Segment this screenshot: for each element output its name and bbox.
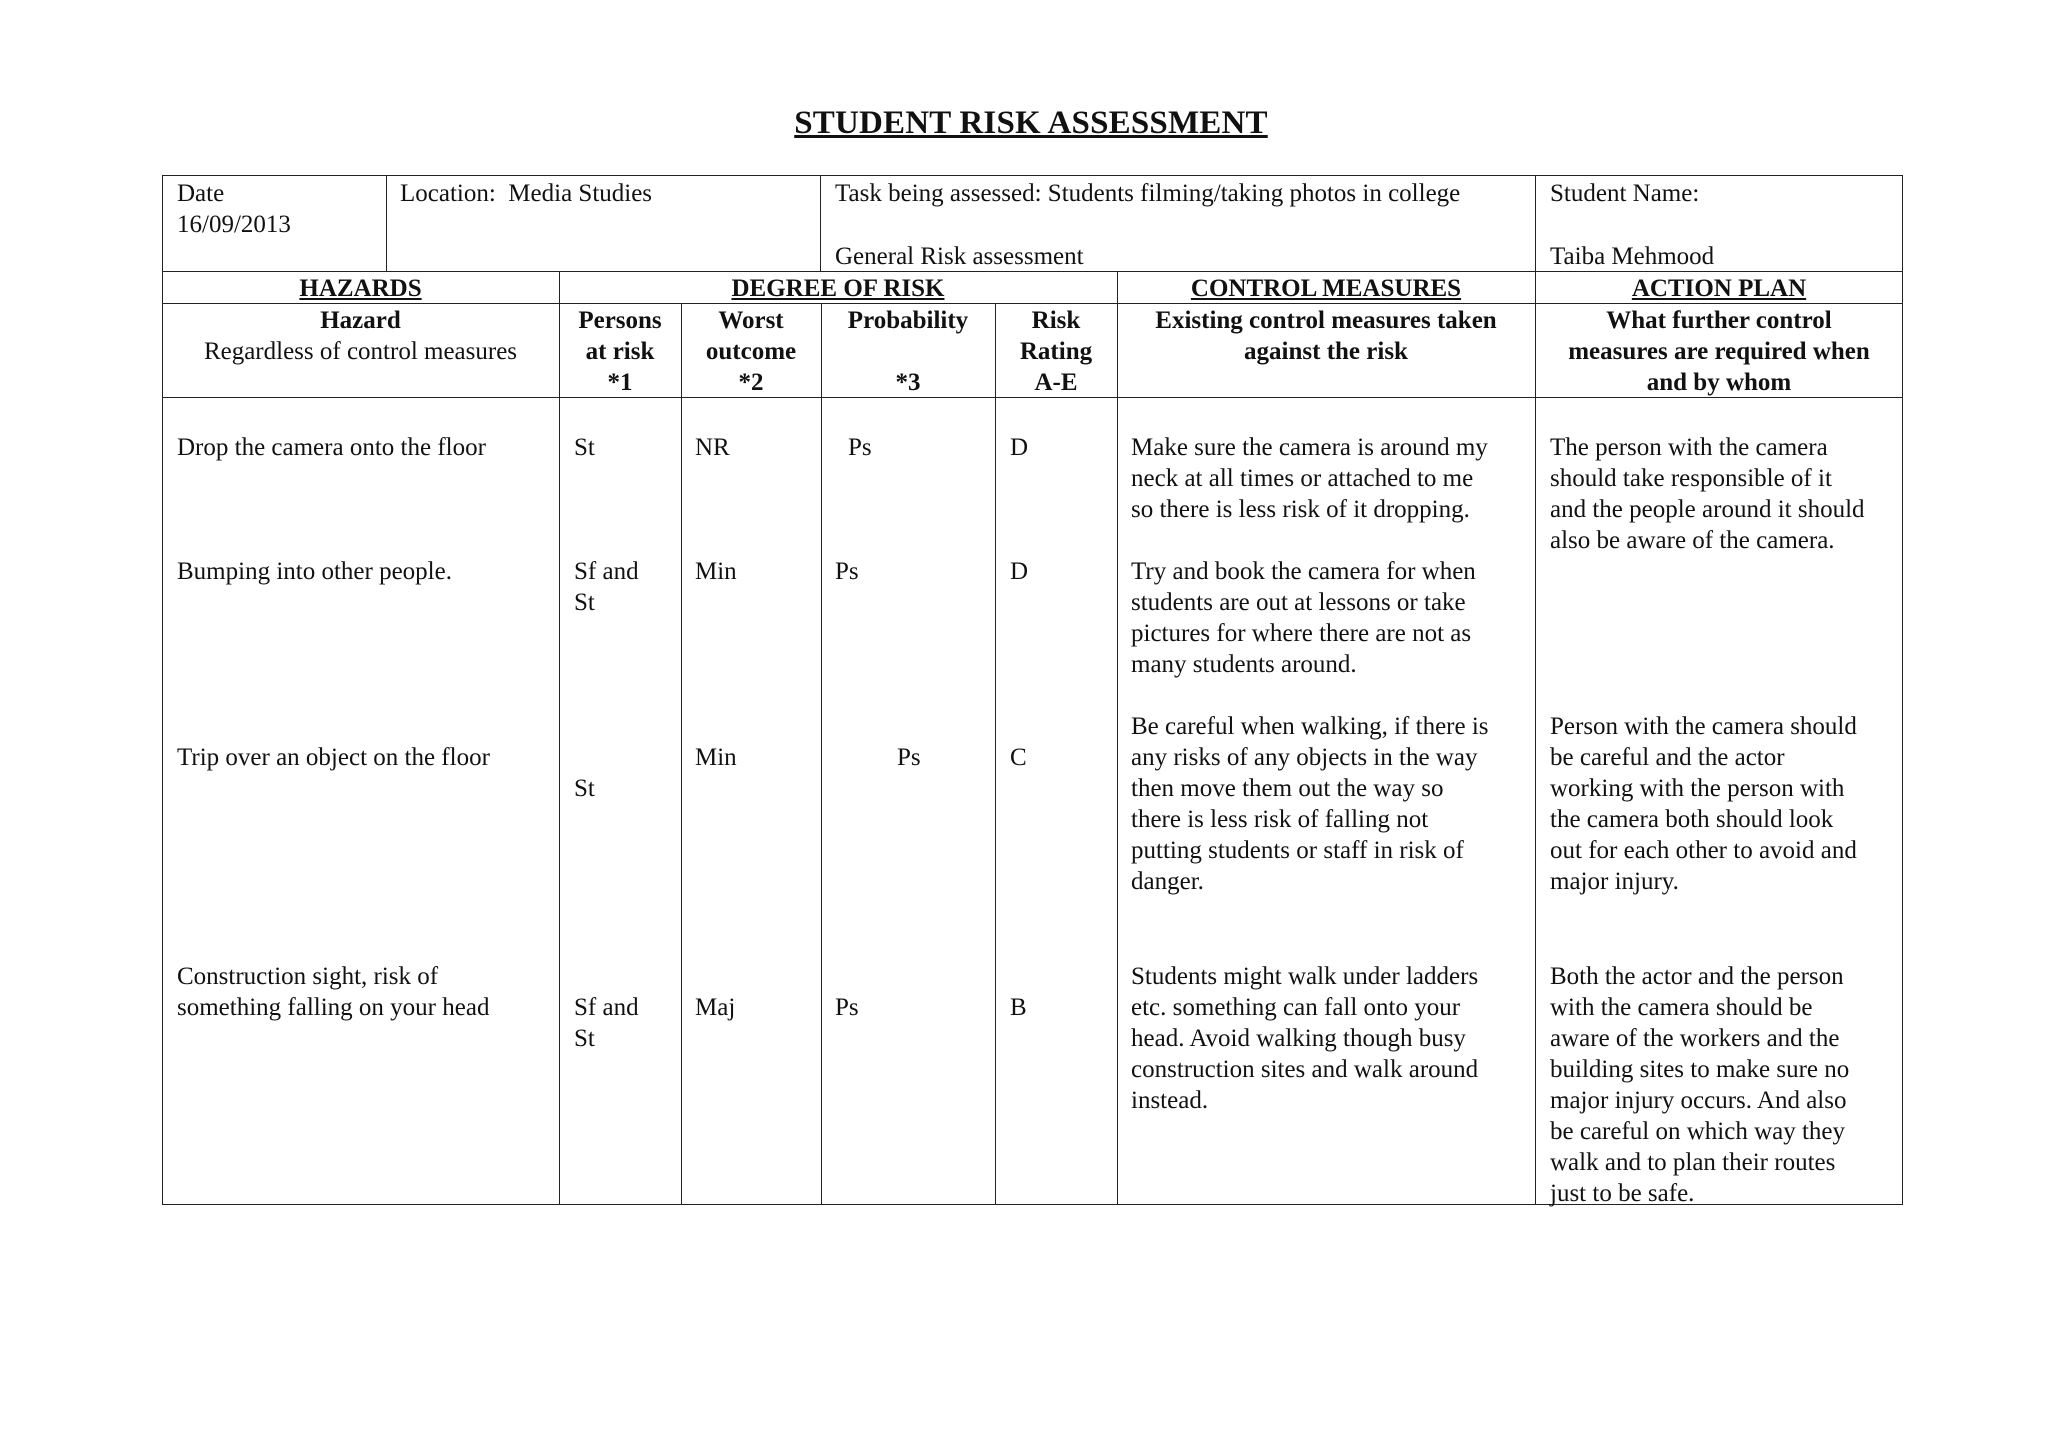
rule-col-probability [995, 303, 996, 1205]
row-hazard: Bumping into other people. [177, 558, 452, 585]
col-hazard-subtitle: Regardless of control measures [203, 338, 518, 365]
section-hazards: HAZARDS [299, 275, 422, 302]
row-worst-outcome: Min [695, 744, 737, 771]
row-action-plan: Person with the camera should be careful and the actor working with the person with the camera both should look out for each other to avoid and major injury. [1550, 713, 1857, 895]
col-probability: Probability [847, 307, 969, 334]
row-probability: Ps [848, 434, 872, 461]
row-probability: Ps [835, 994, 859, 1021]
row-risk-rating: C [1010, 744, 1027, 771]
rule-col-hazard [559, 303, 560, 1205]
row-worst-outcome: Maj [695, 994, 736, 1021]
section-control-measures: CONTROL MEASURES [1190, 275, 1462, 302]
row-probability: Ps [897, 744, 921, 771]
page-title: STUDENT RISK ASSESSMENT [794, 105, 1268, 141]
general-assessment-text: General Risk assessment [835, 243, 1084, 270]
row-probability: Ps [835, 558, 859, 585]
row-persons: Sf and St [574, 994, 639, 1052]
col-hazard-title: Hazard [320, 307, 401, 334]
date-label: Date [177, 180, 225, 207]
student-name-label: Student Name: [1550, 180, 1700, 207]
row-control-measure: Try and book the camera for when students are out at lessons or take pictures for where there are not as many students around. [1131, 558, 1476, 678]
row-persons: St [574, 775, 595, 802]
row-control-measure: Be careful when walking, if there is any risks of any objects in the way then move them out the way so there is less risk of falling not putting students or staff in risk of danger. [1131, 713, 1489, 895]
date-value: 16/09/2013 [177, 211, 291, 238]
rule-col-rating [1117, 303, 1118, 1205]
section-action-plan: ACTION PLAN [1631, 275, 1807, 302]
col-risk-rating: Risk Rating A-E [1019, 307, 1093, 396]
rule-location-right [820, 175, 821, 272]
row-worst-outcome: NR [695, 434, 730, 461]
row-hazard: Drop the camera onto the floor [177, 434, 486, 461]
row-persons: St [574, 434, 595, 461]
row-control-measure: Make sure the camera is around my neck at all times or attached to me so there is less risk of it dropping. [1131, 434, 1488, 523]
row-worst-outcome: Min [695, 558, 737, 585]
row-risk-rating: D [1010, 558, 1029, 585]
rule-task-right [1535, 175, 1536, 272]
task-text: Task being assessed: Students filming/taking photos in college [835, 180, 1461, 207]
col-probability-note: *3 [895, 369, 921, 396]
row-persons: Sf and St [574, 558, 639, 616]
location-text: Location: Media Studies [400, 180, 653, 207]
row-action-plan: Both the actor and the person with the camera should be aware of the workers and the building sites to make sure no major injury occurs. And also be careful on which way they walk and to plan their routes just to be safe. [1550, 963, 1850, 1207]
rule-date-right [386, 175, 387, 272]
rule-col-control [1535, 303, 1536, 1205]
rule-col-persons [681, 303, 682, 1205]
row-hazard: Construction sight, risk of something falling on your head [177, 963, 490, 1021]
rule-col-worst [821, 303, 822, 1205]
section-degree-of-risk: DEGREE OF RISK [731, 275, 945, 302]
row-hazard: Trip over an object on the floor [177, 744, 490, 771]
row-risk-rating: D [1010, 434, 1029, 461]
row-action-plan: The person with the camera should take responsible of it and the people around it should also be aware of the camera. [1550, 434, 1865, 554]
row-control-measure: Students might walk under ladders etc. something can fall onto your head. Avoid walking though busy construction sites and walk around instead. [1131, 963, 1479, 1114]
col-further-control: What further control measures are required when and by whom [1568, 307, 1870, 396]
col-existing-control: Existing control measures taken against the risk [1155, 307, 1497, 365]
student-name-value: Taiba Mehmood [1550, 243, 1715, 270]
row-risk-rating: B [1010, 994, 1027, 1021]
col-worst-outcome: Worst outcome *2 [705, 307, 797, 396]
col-persons-at-risk: Persons at risk *1 [578, 307, 662, 396]
